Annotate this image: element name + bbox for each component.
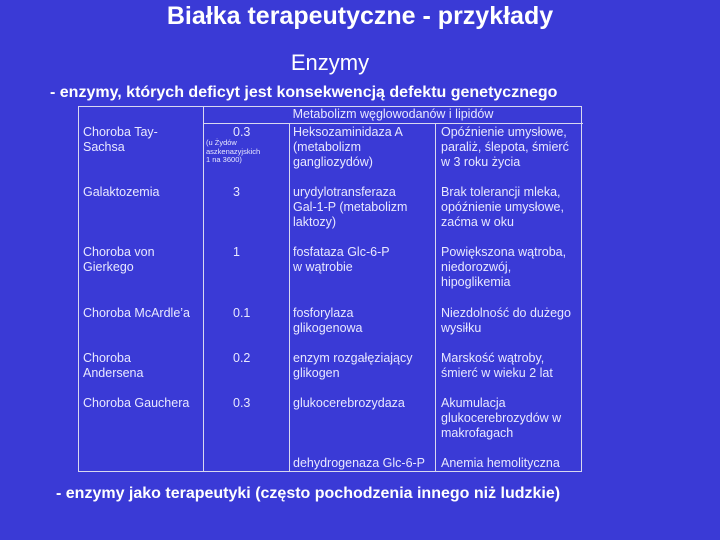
table-cell-effect: Anemia hemolityczna xyxy=(441,456,560,470)
table-cell-value: 0.1 xyxy=(233,306,251,320)
table-cell-value: 0.2 xyxy=(233,351,251,365)
table-cell-enzyme: urydylotransferaza Gal-1-P (metabolizm laktozy) xyxy=(293,185,408,229)
table-cell-enzyme: fosfataza Glc-6-P w wątrobie xyxy=(293,245,390,274)
table-cell-disease: Choroba Gauchera xyxy=(83,396,190,410)
column-divider xyxy=(435,123,436,471)
table-cell-effect: Niezdolność do dużego wysiłku xyxy=(441,306,571,335)
table-cell-disease: Choroba McArdle’a xyxy=(83,306,190,320)
table-cell-effect: Brak tolerancji mleka, opóźnienie umysłowe, zaćma w oku xyxy=(441,185,564,229)
table-cell-effect: Opóźnienie umysłowe, paraliż, ślepota, śmierć w 3 roku życia xyxy=(441,125,569,169)
column-divider xyxy=(203,107,204,471)
table-cell-enzyme: enzym rozgałęziający glikogen xyxy=(293,351,413,380)
bullet-therapeutic-enzymes: - enzymy jako terapeutyki (często pochodzenia innego niż ludzkie) xyxy=(56,485,561,502)
table-cell-effect: Marskość wątroby, śmierć w wieku 2 lat xyxy=(441,351,553,380)
table-cell-disease: Choroba Tay- Sachsa xyxy=(83,125,158,154)
table-cell-enzyme: dehydrogenaza Glc-6-P xyxy=(293,456,426,470)
table-cell-value: 3 xyxy=(233,185,240,199)
table-cell-disease: Choroba von Gierkego xyxy=(83,245,155,274)
bullet-deficiency-enzymes: - enzymy, których deficyt jest konsekwencją defektu genetycznego xyxy=(50,84,558,101)
table-cell-disease: Galaktozemia xyxy=(83,185,160,199)
table-cell-value: 1 xyxy=(233,245,240,259)
table-cell-value: 0.3 xyxy=(233,396,251,410)
table-cell-disease: Choroba Andersena xyxy=(83,351,144,380)
table-cell-effect: Powiększona wątroba, niedorozwój, hipoglikemia xyxy=(441,245,567,289)
table-note: (u Żydów aszkenazyjskich 1 na 3600) xyxy=(206,138,261,164)
enzyme-table xyxy=(78,106,582,472)
column-divider xyxy=(289,123,290,471)
table-cell-value: 0.3 xyxy=(233,125,251,139)
table-cell-enzyme: Heksozaminidaza A (metabolizm gangliozydów) xyxy=(293,125,403,169)
table-cell-enzyme: glukocerebrozydaza xyxy=(293,396,405,410)
table-header: Metabolizm węglowodanów i lipidów xyxy=(203,107,583,124)
slide-subtitle: Enzymy xyxy=(290,50,370,75)
table-cell-enzyme: fosforylaza glikogenowa xyxy=(293,306,363,335)
table-cell-effect: Akumulacja glukocerebrozydów w makrofagach xyxy=(441,396,562,440)
slide-title: Białka terapeutyczne - przykłady xyxy=(166,2,554,30)
